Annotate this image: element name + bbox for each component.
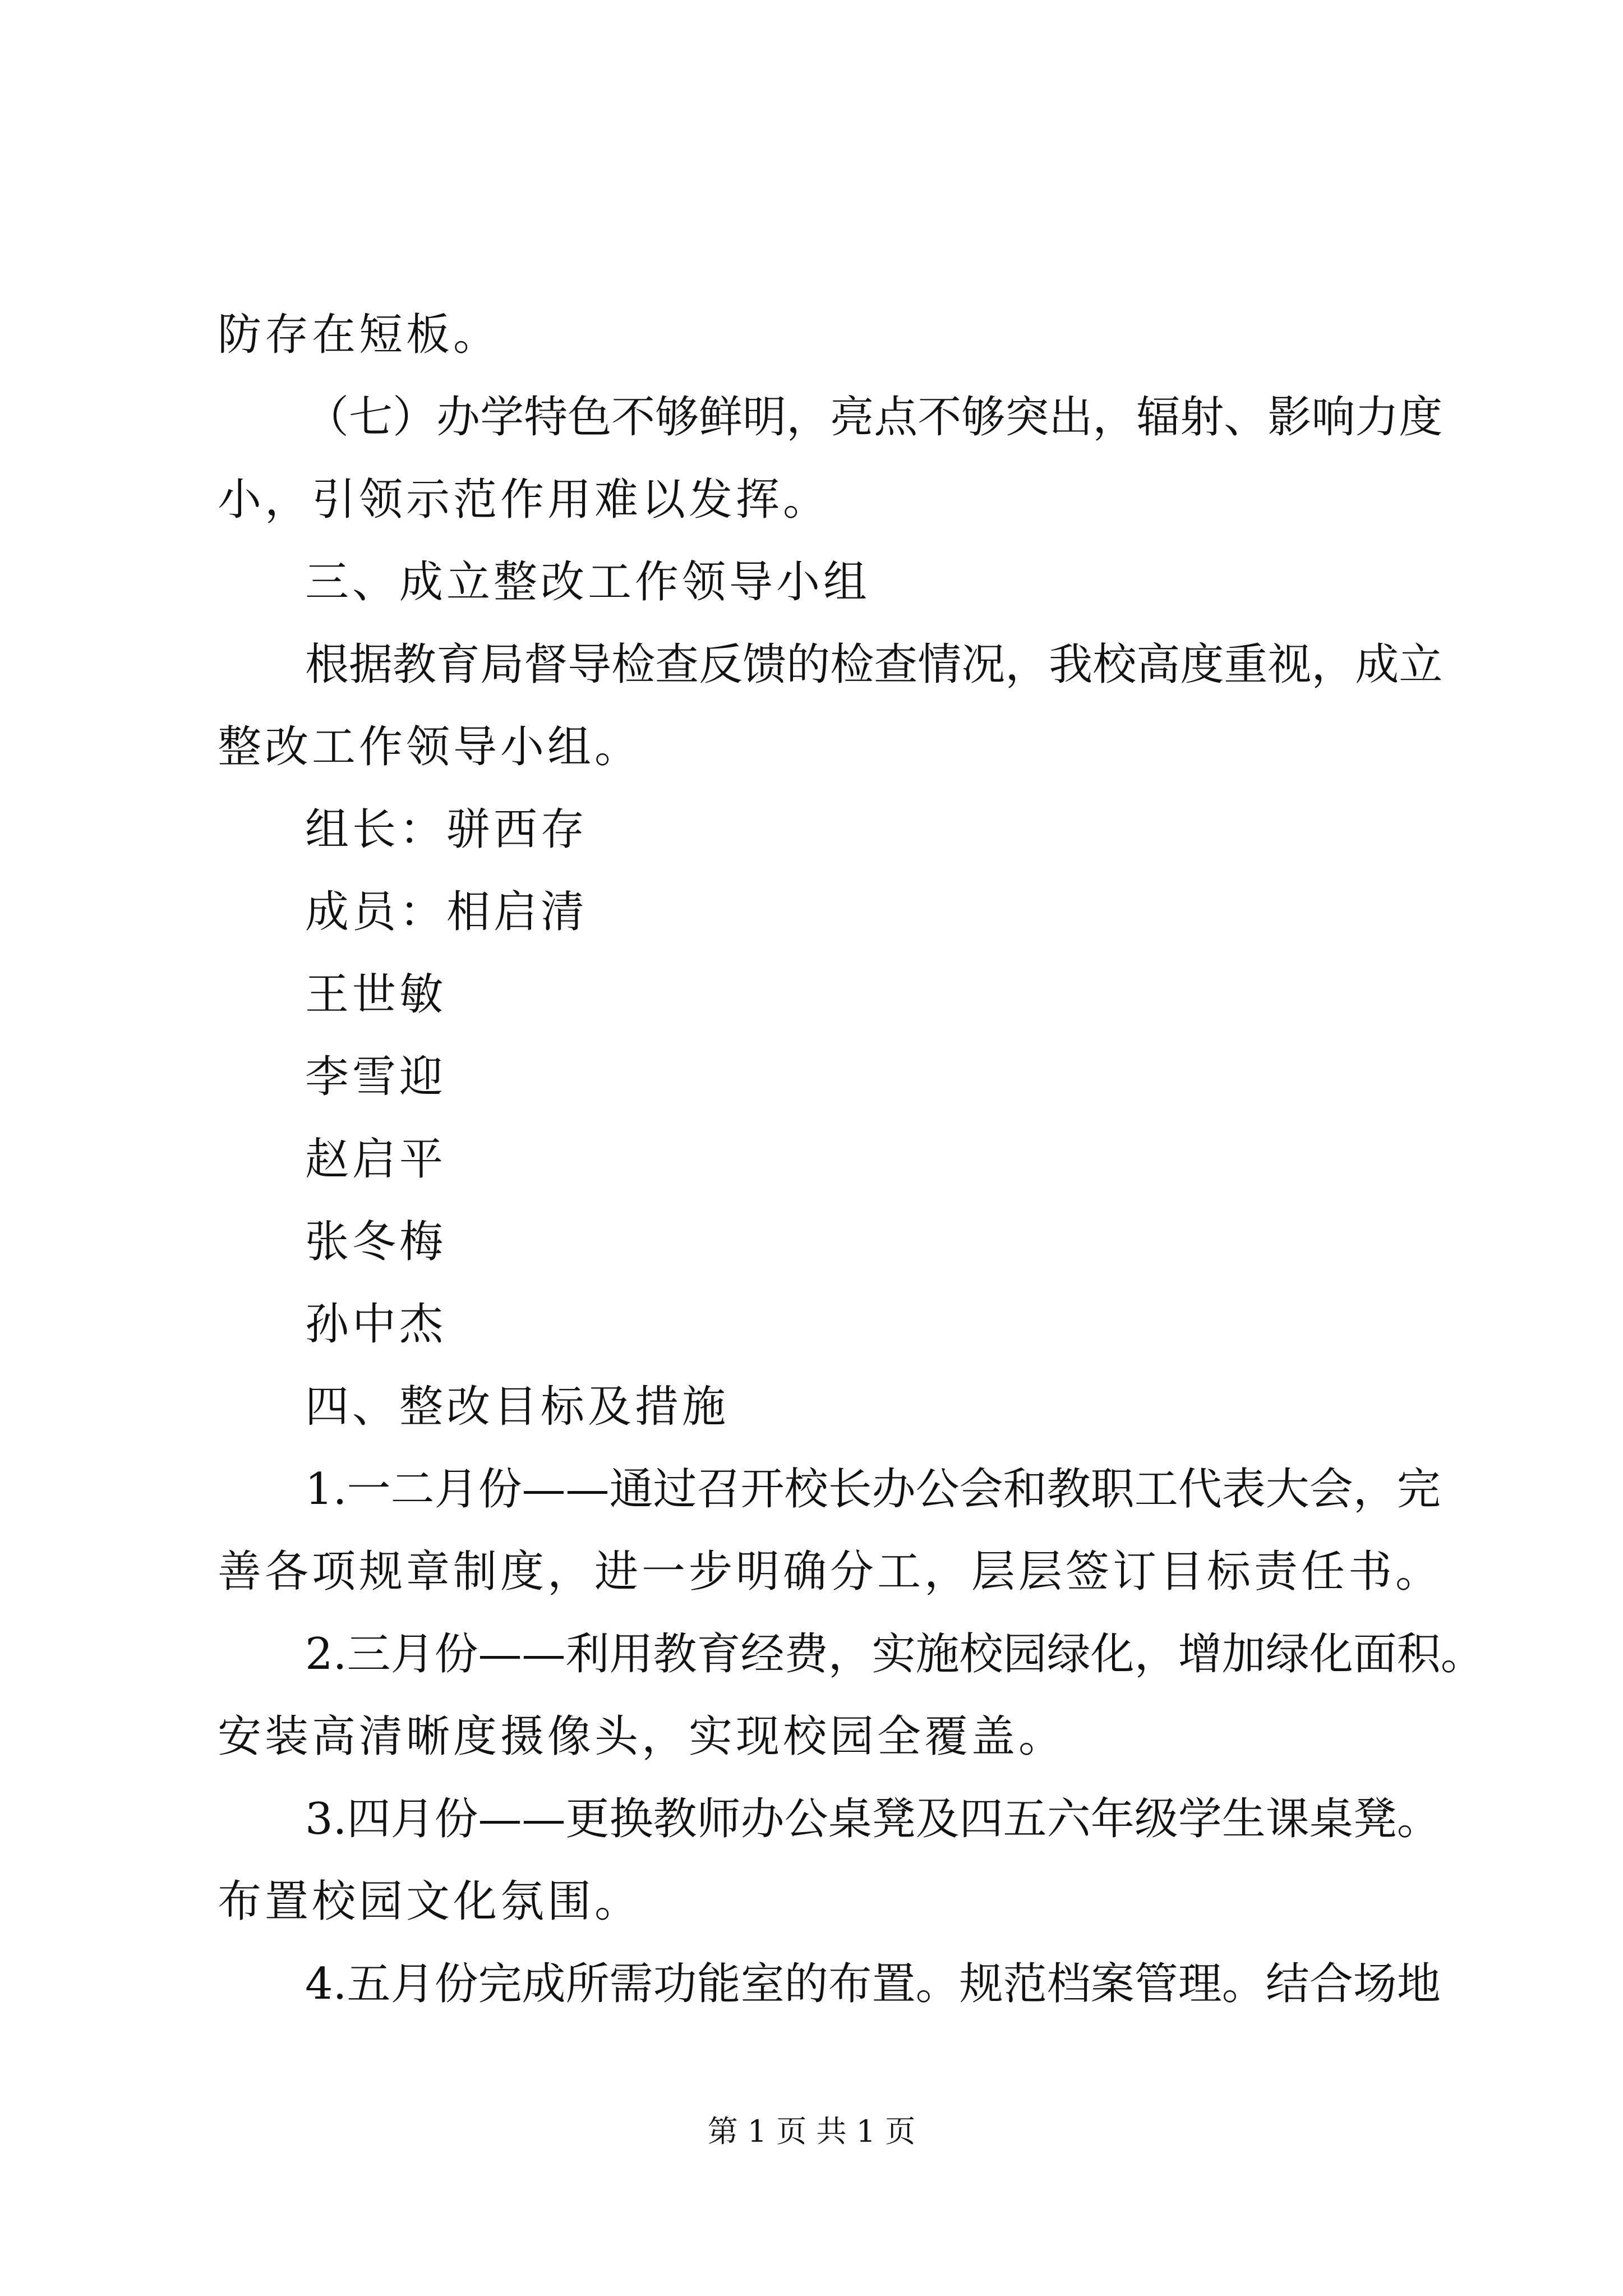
text-line: 根 据 教 育 局 督 导 检 查 反 馈 的 检 查 情 况 ， 我 校 高 度 重 视 ， 成 立 — [305, 639, 1443, 690]
text-line: 1 . 一 二 月 份 — — 通 过 召 开 校 长 办 公 会 和 教 职 工 代 表 大 会 ， 完 — [305, 1464, 1441, 1515]
text-line: 赵启平 — [305, 1134, 447, 1185]
page-footer: 第 1 页 共 1 页 — [707, 2114, 916, 2149]
text-line: 3 . 四 月 份 — — 更 换 教 师 办 公 桌 凳 及 四 五 六 年 级 学 生 课 桌 凳 。 — [305, 1794, 1441, 1844]
text-line: 防存在短板。 — [218, 310, 501, 360]
text-line: 2 . 三 月 份 — — 利 用 教 育 经 费 ， 实 施 校 园 绿 化 ， 增 加 绿 化 面 积 。 — [305, 1629, 1484, 1680]
text-line: 三、成立整改工作领导小组 — [305, 557, 871, 608]
text-line: 李雪迎 — [305, 1052, 447, 1102]
text-line: 王世敏 — [305, 969, 447, 1020]
text-line: 4 . 五 月 份 完 成 所 需 功 能 室 的 布 置 。 规 范 档 案 管 理 。 结 合 场 地 — [305, 1959, 1441, 2009]
text-line: 整改工作领导小组。 — [218, 722, 642, 772]
text-line: 张冬梅 — [305, 1217, 447, 1267]
text-line: 四、整改目标及措施 — [305, 1382, 730, 1432]
text-line: 善各项规章制度，进一步明确分工，层层签订目标责任书。 — [218, 1547, 1443, 1597]
text-line: 组长：骈西存 — [305, 804, 588, 855]
text-line: 安装高清晰度摄像头，实现校园全覆盖。 — [218, 1711, 1066, 1762]
text-line: 成员：相启清 — [305, 887, 588, 937]
text-line: （ 七 ） 办 学 特 色 不 够 鲜 明 ， 亮 点 不 够 突 出 ， 辐 射 、 影 响 力 度 — [305, 392, 1443, 443]
document-body — [218, 294, 1484, 2026]
text-line: 小，引领示范作用难以发挥。 — [218, 475, 831, 525]
text-line: 孙中杰 — [305, 1299, 447, 1350]
text-line: 布置校园文化氛围。 — [218, 1876, 642, 1927]
